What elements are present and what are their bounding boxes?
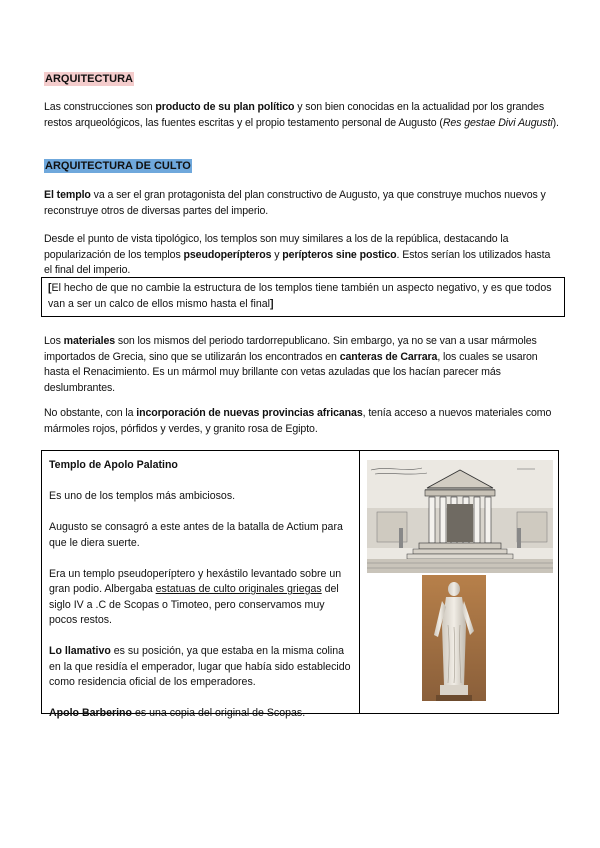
apolo-p3-text-1: Era un templo pseudoperíptero y hexástilo levantado sobre un gran podio. Albergaba <box>49 567 342 595</box>
apolo-p4-text: es su posición, ya que estaba en la misma colina en la que residía el emperador, lugar que había sido establecido como residencia oficial de los emperadores. <box>49 645 351 688</box>
materiales-paragraph <box>44 334 560 396</box>
apolo-p4-bold: Lo llamativo <box>49 645 111 657</box>
tipologico-text-3: . Estos serían los utilizados hasta el final del imperio. <box>44 248 551 276</box>
provincias-text-1: No obstante, con la <box>44 407 137 419</box>
apolo-barberino-statue-image <box>422 575 486 701</box>
apolo-p2: Augusto se consagró a este antes de la batalla de Actium para que le diera suerte. <box>49 521 343 549</box>
apolo-p3 <box>49 567 354 629</box>
materiales-bold-1: materiales <box>63 335 116 347</box>
apolo-p5 <box>49 706 354 722</box>
heading-arquitectura-de-culto: ARQUITECTURA DE CULTO <box>45 160 191 172</box>
intro-paragraph <box>44 100 560 131</box>
apolo-p5-bold: Apolo Barberino <box>49 707 132 719</box>
intro-bold-1: producto de su plan político <box>155 101 295 113</box>
apolo-table <box>41 450 559 719</box>
apolo-p3-underlined: estatuas de culto originales griegas <box>155 583 322 595</box>
provincias-paragraph <box>44 406 560 437</box>
boxed-note <box>41 277 565 317</box>
apolo-title <box>49 458 354 474</box>
apolo-title-text: Templo de Apolo Palatino <box>49 459 178 471</box>
tipologico-paragraph <box>44 232 560 279</box>
boxed-note-close-bracket: ] <box>270 297 274 310</box>
boxed-note-text: El hecho de que no cambie la estructura de los templos tiene también un aspecto negativo, y es que todos van a ser un calco de ellos mismo hasta el final <box>48 282 552 310</box>
tipologico-text-2: y <box>271 248 283 261</box>
intro-italic-res-gestae: Res gestae Divi Augusti <box>442 116 553 129</box>
boxed-note-open-bracket: [ <box>48 282 52 294</box>
apolo-p5-text: es una copia del original de Scopas. <box>132 707 306 719</box>
intro-text-2: y son bien conocidas en la actualidad por los grandes restos arqueológicos, las fuentes escritas y el propio testamento personal de Augusto ( <box>44 101 545 129</box>
tipologico-bold-2: perípteros sine postico <box>282 248 397 261</box>
apolo-p3-text-2: del siglo IV a .C de Scopas o Timoteo, pero conservamos muy pocos restos. <box>49 583 339 626</box>
materiales-text-1: Los <box>44 335 64 347</box>
templo-text: va a ser el gran protagonista del plan constructivo de Augusto, ya que construye muchos nuevos y reconstruye otros de diversas partes del imperio. <box>44 189 546 217</box>
apolo-p4 <box>49 644 354 691</box>
materiales-text-2: son los mismos del periodo tardorrepublicano. Sin embargo, ya no se van a usar mármoles importados de Grecia, sino que se utilizarán los encontrados en <box>44 335 537 363</box>
intro-text-3: ). <box>552 116 559 129</box>
temple-engraving-image <box>367 460 553 573</box>
provincias-bold-1: incorporación de nuevas provincias africanas <box>136 407 363 419</box>
apolo-text-cell <box>49 458 354 722</box>
provincias-text-2: , tenía acceso a nuevos materiales como mármoles rojos, pórfidos y verdes, y granito rosa de Egipto. <box>44 407 552 435</box>
tipologico-bold-1: pseudoperípteros <box>183 248 272 261</box>
tipologico-text-1: Desde el punto de vista tipológico, los templos son muy similares a los de la república, destacando la popularización de los templos <box>44 233 509 261</box>
apolo-p1: Es uno de los templos más ambiciosos. <box>49 490 236 502</box>
materiales-bold-2: canteras de Carrara <box>339 350 438 363</box>
templo-paragraph <box>44 188 560 219</box>
table-column-divider <box>359 451 360 713</box>
intro-text-1: Las construcciones son <box>44 101 156 113</box>
templo-bold: El templo <box>44 189 91 201</box>
heading-arquitectura: ARQUITECTURA <box>45 73 133 85</box>
materiales-text-3: , los cuales se usaron hasta el Renacimiento. Es un mármol muy brillante con vetas azuladas que los hacían parecer más deslumbrantes. <box>44 350 538 394</box>
